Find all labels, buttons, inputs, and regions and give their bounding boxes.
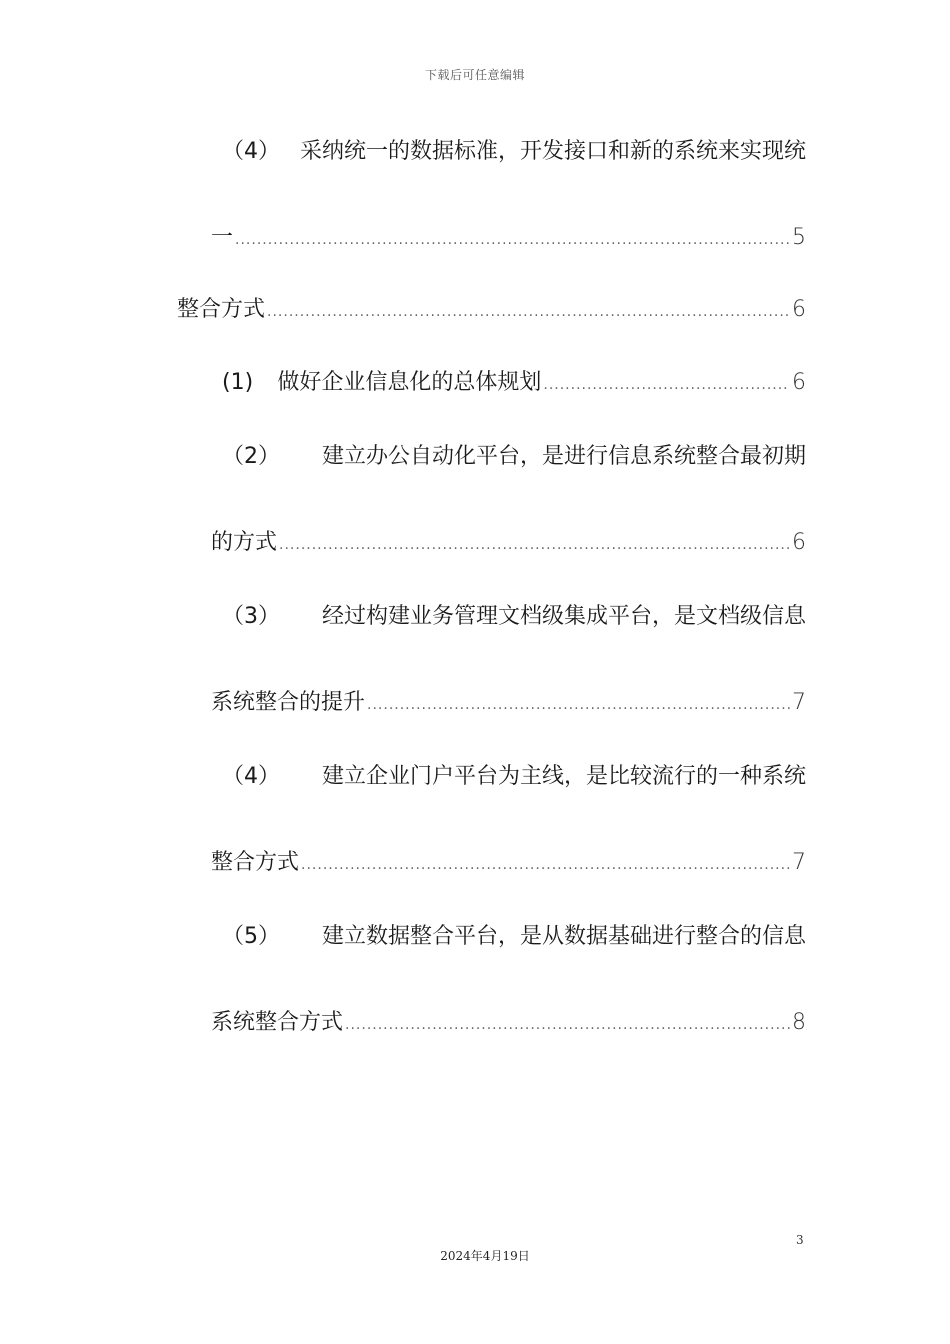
dot-leader — [267, 297, 790, 325]
toc-entry-2[interactable] — [177, 295, 806, 325]
toc-entry-4-title: 建立办公自动化平台，是进行信息系统整合最初期 — [321, 444, 806, 469]
toc-entry-6-title-cont: 整合方式 — [211, 850, 300, 875]
toc-entry-2-title: 整合方式 — [177, 297, 266, 322]
toc-entry-5-page: 7 — [792, 690, 806, 715]
toc-entry-4-number: （2） — [222, 444, 280, 469]
toc-entry-7-line-1 — [222, 922, 806, 952]
toc-entry-6-line-1 — [222, 762, 806, 792]
dot-leader — [235, 225, 790, 253]
toc-entry-4-line-2[interactable] — [211, 528, 806, 558]
toc-entry-6-title: 建立企业门户平台为主线，是比较流行的一种系统 — [321, 764, 806, 789]
dot-leader — [543, 370, 790, 398]
toc-entry-5-title: 经过构建业务管理文档级集成平台，是文档级信息 — [321, 604, 806, 629]
dot-leader — [345, 1010, 790, 1038]
dot-leader — [367, 690, 790, 718]
toc-entry-1-number: （4） — [222, 139, 280, 164]
toc-entry-1-title-cont: 一 — [211, 225, 234, 250]
toc-entry-3-title: 做好企业信息化的总体规划 — [277, 370, 542, 395]
toc-entry-1-line-2[interactable] — [211, 223, 806, 253]
toc-entry-3-page: 6 — [792, 370, 806, 395]
dot-leader — [279, 530, 790, 558]
toc-entry-3-number: (1) — [222, 370, 254, 395]
toc-entry-1-title: 采纳统一的数据标准，开发接口和新的系统来实现统 — [299, 139, 806, 164]
toc-entry-1-line-1 — [222, 137, 806, 167]
toc-entry-6-page: 7 — [792, 850, 806, 875]
toc-entry-4-line-1 — [222, 442, 806, 472]
toc-entry-4-page: 6 — [792, 530, 806, 555]
toc-entry-2-page: 6 — [792, 297, 806, 322]
toc-entry-4-title-cont: 的方式 — [211, 530, 278, 555]
toc-entry-5-number: （3） — [222, 604, 280, 629]
page-number: 3 — [796, 1233, 804, 1247]
toc-entry-7-title: 建立数据整合平台，是从数据基础进行整合的信息 — [321, 924, 806, 949]
toc-entry-6-number: （4） — [222, 764, 280, 789]
page-header: 下载后可任意编辑 — [424, 68, 525, 82]
toc-entry-7-page: 8 — [792, 1010, 806, 1035]
toc-entry-7-line-2[interactable] — [211, 1008, 806, 1038]
toc-entry-1-page: 5 — [792, 225, 806, 250]
toc-entry-6-line-2[interactable] — [211, 848, 806, 878]
toc-entry-7-number: （5） — [222, 924, 280, 949]
toc-entry-5-line-2[interactable] — [211, 688, 806, 718]
toc-entry-3[interactable] — [222, 368, 806, 398]
page-footer-date: 2024年4月19日 — [440, 1249, 530, 1263]
toc-entry-5-title-cont: 系统整合的提升 — [211, 690, 366, 715]
toc-entry-7-title-cont: 系统整合方式 — [211, 1010, 344, 1035]
dot-leader — [301, 850, 790, 878]
toc-entry-5-line-1 — [222, 602, 806, 632]
